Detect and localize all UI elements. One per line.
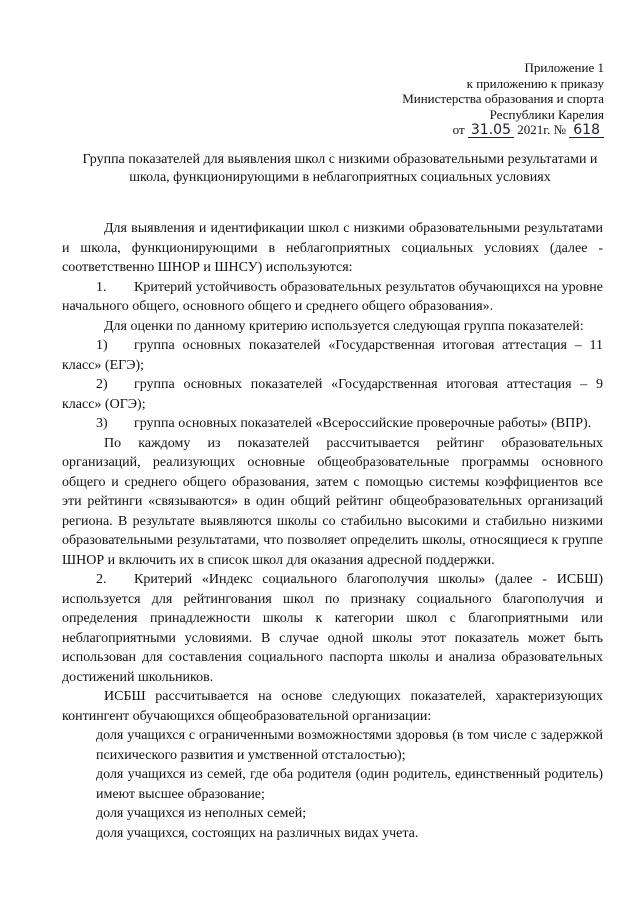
intro-paragraph: Для выявления и идентификации школ с низкими образовательными результатами и школа, функционирующими в неблагоприятных социальных условиях (далее - соответственно ШНОР и ШНСУ) используются: [62, 221, 603, 275]
annex-handwritten-number: 618 [569, 123, 604, 138]
criterion-2-number: 2. [96, 572, 107, 587]
annex-handwritten-date: 31.05 [468, 123, 514, 138]
annex-line-date-number [284, 122, 604, 138]
assessment-paragraph: Для оценки по данному критерию используется следующая группа показателей: [104, 318, 584, 334]
indicator-item-oge-text: группа основных показателей «Государственная итоговая аттестация – 9 класс» (ОГЭ); [62, 377, 603, 412]
indicator-item-oge-number: 2) [96, 377, 108, 392]
annex-line-appendix: Приложение 1 [524, 60, 604, 75]
annex-date-prefix: от [452, 122, 465, 138]
document-title: Группа показателей для выявления школ с низкими образовательными результатами и школа, функционирующими в неблагоприятных социальных условиях [82, 152, 598, 185]
criterion-1-text: Критерий устойчивость образовательных результатов обучающихся на уровне начального общего, основного общего и среднего общего образования». [62, 279, 603, 314]
annex-line-ministry: Министерства образования и спорта [402, 91, 604, 107]
criterion-1-paragraph [62, 278, 603, 317]
indicator-item-ege [62, 336, 603, 375]
rating-paragraph: По каждому из показателей рассчитывается рейтинг образовательных организаций, реализующих основные общеобразовательные программы основного общего и среднего общего образования, затем с помощью системы коэффициентов все эти рейтинги «связываются» в один общий рейтинг общеобразовательных организаций региона. В результате выявляются школы со стабильно высокими и стабильно низкими образовательными результатами, что позволяет определить школы, относящиеся к группе ШНОР и включить их в список школ для оказания адресной поддержки. [62, 435, 603, 568]
indicator-item-vpr-text: группа основных показателей «Всероссийские проверочные работы» (ВПР). [134, 416, 592, 431]
indicator-item-vpr [62, 414, 603, 434]
annex-block [284, 60, 604, 138]
annex-year-number-label: 2021г. № [517, 122, 567, 138]
annex-line-to-order: к приложению к приказу [466, 75, 604, 91]
list-item: доля учащихся, состоящих на различных видах учета. [96, 825, 419, 841]
annex-line-republic: Республики Карелия [489, 106, 604, 122]
list-item: доля учащихся из семей, где оба родителя (один родитель, единственный родитель) имеют высшее образование; [96, 767, 603, 802]
criterion-2-paragraph [62, 570, 603, 687]
document-body [62, 219, 603, 843]
criterion-1-number: 1. [96, 279, 107, 295]
list-item: доля учащихся с ограниченными возможностями здоровья (в том числе с задержкой психического развития и умственной отсталостью); [96, 728, 603, 763]
indicator-item-oge [62, 375, 603, 414]
criterion-2-text: Критерий «Индекс социального благополучия школы» (далее - ИСБШ) используется для рейтингования школ по признаку социального благополучия и определения принадлежности школы к категории школ с благоприятными или неблагоприятными условиями. В случае одной школы этот показатель может быть использован для составления социального паспорта школы и анализа образовательных достижений школьников. [62, 572, 603, 685]
isbsh-paragraph: ИСБШ рассчитывается на основе следующих показателей, характеризующих контингент обучающихся общеобразовательной организации: [62, 689, 603, 724]
indicator-item-ege-number: 1) [96, 338, 108, 353]
indicator-item-vpr-number: 3) [96, 416, 108, 431]
list-item: доля учащихся из неполных семей; [96, 806, 307, 821]
indicator-item-ege-text: группа основных показателей «Государственная итоговая аттестация – 11 класс» (ЕГЭ); [62, 338, 603, 373]
